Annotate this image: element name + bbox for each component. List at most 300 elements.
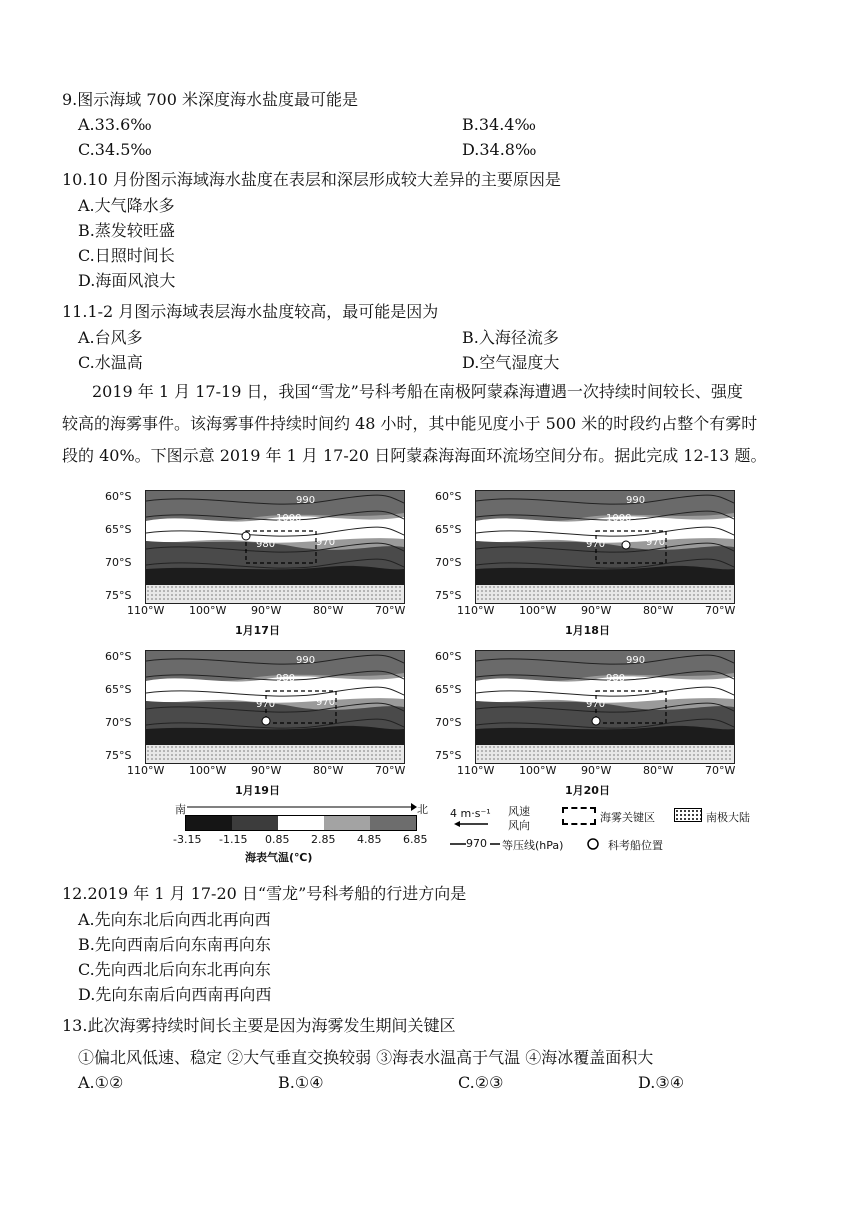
land-dot [343, 594, 344, 595]
land-dot [239, 586, 240, 587]
land-dot [541, 754, 542, 755]
land-dot [521, 750, 522, 751]
land-dot [267, 594, 268, 595]
land-dot [529, 586, 530, 587]
land-dot [645, 586, 646, 587]
land-dot [243, 750, 244, 751]
land-dot [693, 758, 694, 759]
land-dot [283, 598, 284, 599]
land-dot [633, 594, 634, 595]
land-dot [537, 586, 538, 587]
land-dot [673, 754, 674, 755]
land-dot [601, 594, 602, 595]
land-dot [327, 586, 328, 587]
land-dot [681, 586, 682, 587]
land-dot [359, 598, 360, 599]
land-dot [203, 758, 204, 759]
latitude-label: 75°S [105, 749, 132, 762]
land-dot [677, 598, 678, 599]
land-dot [227, 758, 228, 759]
land-dot [533, 750, 534, 751]
land-dot [573, 750, 574, 751]
land-dot [677, 758, 678, 759]
land-dot [159, 586, 160, 587]
land-dot [159, 758, 160, 759]
land-dot [323, 750, 324, 751]
land-dot [187, 754, 188, 755]
land-dot [247, 586, 248, 587]
land-dot [191, 746, 192, 747]
land-dot [147, 598, 148, 599]
land-dot [263, 590, 264, 591]
land-dot [533, 746, 534, 747]
land-dot [311, 594, 312, 595]
land-dot [521, 758, 522, 759]
land-dot [203, 594, 204, 595]
land-dot [295, 746, 296, 747]
land-dot [383, 754, 384, 755]
land-dot [195, 746, 196, 747]
land-dot [299, 586, 300, 587]
land-dot [517, 750, 518, 751]
land-dot [601, 758, 602, 759]
land-dot [207, 758, 208, 759]
land-dot [323, 590, 324, 591]
land-dot [649, 758, 650, 759]
land-dot [637, 586, 638, 587]
land-dot [163, 746, 164, 747]
ship-label: 科考船位置 [608, 839, 663, 852]
land-dot [525, 750, 526, 751]
land-dot [625, 758, 626, 759]
isobar-label: 980 [276, 673, 296, 684]
land-dot [689, 590, 690, 591]
land-dot [637, 758, 638, 759]
land-dot [725, 594, 726, 595]
land-dot [705, 746, 706, 747]
land-dot [497, 594, 498, 595]
land-dot [231, 586, 232, 587]
legend-arrow [185, 801, 417, 813]
land-dot [163, 594, 164, 595]
land-dot [255, 750, 256, 751]
land-dot [223, 746, 224, 747]
land-dot [521, 586, 522, 587]
land-dot [315, 758, 316, 759]
land-dot [167, 758, 168, 759]
land-dot [685, 598, 686, 599]
land-dot [649, 754, 650, 755]
land-dot [363, 590, 364, 591]
land-dot [371, 594, 372, 595]
land-dot [705, 586, 706, 587]
land-dot [729, 750, 730, 751]
land-dot [621, 598, 622, 599]
land-dot [163, 750, 164, 751]
land-dot [597, 754, 598, 755]
land-dot [243, 586, 244, 587]
land-dot [351, 750, 352, 751]
q13-option-d: D.③④ [638, 1073, 685, 1092]
land-dot [311, 598, 312, 599]
land-dot [251, 594, 252, 595]
land-dot [363, 758, 364, 759]
q13-stem: 13.此次海雾持续时间长主要是因为海雾发生期间关键区 [62, 1016, 456, 1035]
land-dot [183, 586, 184, 587]
land-dot [231, 594, 232, 595]
land-dot [271, 746, 272, 747]
land-dot [363, 594, 364, 595]
land-dot [477, 590, 478, 591]
land-dot [247, 750, 248, 751]
land-dot [335, 590, 336, 591]
land-dot [299, 758, 300, 759]
land-dot [485, 754, 486, 755]
land-dot [553, 594, 554, 595]
land-dot [477, 750, 478, 751]
map-panel [105, 642, 406, 797]
land-dot [235, 750, 236, 751]
land-dot [167, 750, 168, 751]
land-dot [187, 750, 188, 751]
land-dot [191, 750, 192, 751]
ship-position [592, 717, 600, 725]
land-dot [211, 750, 212, 751]
land-dot [593, 590, 594, 591]
land-dot [713, 754, 714, 755]
land-dot [661, 754, 662, 755]
land-dot [271, 586, 272, 587]
land-dot [207, 598, 208, 599]
land-dot [537, 594, 538, 595]
land-dot [477, 586, 478, 587]
land-dot [729, 598, 730, 599]
land-dot [343, 598, 344, 599]
land-dot [557, 594, 558, 595]
land-dot [573, 590, 574, 591]
land-dot [387, 754, 388, 755]
land-dot [171, 746, 172, 747]
isobar-label: 980 [606, 673, 626, 684]
land-dot [485, 586, 486, 587]
land-dot [485, 590, 486, 591]
land-dot [291, 746, 292, 747]
land-dot [223, 590, 224, 591]
land-dot [665, 750, 666, 751]
land-dot [255, 586, 256, 587]
land-dot [203, 746, 204, 747]
q12-option-d: D.先向东南后向西南再向西 [78, 985, 272, 1004]
land-dot [681, 746, 682, 747]
land-dot [319, 598, 320, 599]
land-dot [609, 754, 610, 755]
land-dot [375, 586, 376, 587]
land-dot [729, 586, 730, 587]
isobar-label: 等压线(hPa) [502, 839, 564, 852]
land-dot [155, 586, 156, 587]
land-dot [581, 758, 582, 759]
land-dot [155, 590, 156, 591]
land-dot [573, 754, 574, 755]
land-dot [701, 758, 702, 759]
land-dot [597, 590, 598, 591]
land-dot [291, 598, 292, 599]
land-dot [375, 590, 376, 591]
land-dot [219, 594, 220, 595]
land-dot [387, 586, 388, 587]
land-dot [645, 590, 646, 591]
land-dot [211, 754, 212, 755]
land-dot [513, 586, 514, 587]
land-dot [387, 758, 388, 759]
land-dot [637, 598, 638, 599]
land-dot [347, 746, 348, 747]
land-dot [199, 598, 200, 599]
land-dot [481, 586, 482, 587]
land-dot [335, 758, 336, 759]
land-dot [685, 594, 686, 595]
land-dot [693, 594, 694, 595]
land-dot [581, 590, 582, 591]
land-dot [259, 754, 260, 755]
land-dot [147, 594, 148, 595]
antarctica-land [476, 745, 734, 763]
longitude-label: 80°W [643, 604, 674, 617]
land-dot [183, 590, 184, 591]
land-dot [729, 594, 730, 595]
land-dot [713, 594, 714, 595]
land-dot [489, 754, 490, 755]
q10-option-b: B.蒸发较旺盛 [78, 221, 175, 240]
legend-tick: 4.85 [357, 833, 382, 846]
land-dot [505, 586, 506, 587]
land-dot [399, 586, 400, 587]
land-dot [533, 594, 534, 595]
land-dot [581, 750, 582, 751]
isobar-label: 990 [626, 495, 646, 506]
land-dot [311, 746, 312, 747]
land-dot [489, 590, 490, 591]
land-dot [721, 594, 722, 595]
land-dot [549, 746, 550, 747]
land-dot [215, 754, 216, 755]
land-dot [271, 598, 272, 599]
longitude-label: 90°W [581, 604, 612, 617]
land-dot [481, 750, 482, 751]
land-dot [263, 754, 264, 755]
land-dot [287, 594, 288, 595]
land-dot [529, 746, 530, 747]
land-dot [231, 590, 232, 591]
land-dot [299, 594, 300, 595]
latitude-label: 75°S [435, 749, 462, 762]
land-dot [537, 590, 538, 591]
land-dot [725, 746, 726, 747]
land-dot [717, 594, 718, 595]
land-dot [239, 598, 240, 599]
land-dot [279, 750, 280, 751]
land-dot [391, 754, 392, 755]
land-dot [303, 754, 304, 755]
land-dot [573, 746, 574, 747]
land-dot [689, 598, 690, 599]
land-dot [195, 586, 196, 587]
land-dot [395, 598, 396, 599]
land-dot [203, 590, 204, 591]
land-dot [633, 586, 634, 587]
land-dot [629, 594, 630, 595]
land-dot [347, 594, 348, 595]
land-dot [215, 590, 216, 591]
land-dot [355, 758, 356, 759]
land-dot [367, 586, 368, 587]
land-dot [367, 750, 368, 751]
land-dot [481, 598, 482, 599]
land-dot [283, 586, 284, 587]
land-dot [589, 754, 590, 755]
land-dot [331, 746, 332, 747]
land-dot [255, 590, 256, 591]
land-dot [509, 758, 510, 759]
land-dot [701, 746, 702, 747]
land-dot [331, 754, 332, 755]
map-date: 1月19日 [235, 784, 280, 797]
land-dot [359, 746, 360, 747]
land-dot [665, 598, 666, 599]
land-dot [629, 598, 630, 599]
land-dot [697, 594, 698, 595]
longitude-label: 100°W [189, 604, 227, 617]
land-dot [279, 594, 280, 595]
land-dot [271, 750, 272, 751]
land-dot [379, 586, 380, 587]
land-dot [251, 746, 252, 747]
land-dot [513, 598, 514, 599]
land-dot [697, 750, 698, 751]
land-dot [589, 746, 590, 747]
land-dot [155, 746, 156, 747]
land-dot [493, 750, 494, 751]
land-dot [713, 586, 714, 587]
land-dot [359, 594, 360, 595]
isobar-label: 970 [646, 537, 666, 548]
land-dot [335, 746, 336, 747]
land-dot [505, 598, 506, 599]
land-dot [481, 590, 482, 591]
land-dot [151, 590, 152, 591]
land-dot [147, 746, 148, 747]
land-dot [501, 758, 502, 759]
land-dot [501, 750, 502, 751]
land-dot [223, 754, 224, 755]
land-dot [263, 746, 264, 747]
land-dot [271, 758, 272, 759]
land-dot [367, 598, 368, 599]
land-dot [481, 746, 482, 747]
land-dot [633, 746, 634, 747]
land-dot [219, 750, 220, 751]
map-svg [476, 651, 734, 763]
land-dot [271, 594, 272, 595]
land-dot [553, 598, 554, 599]
land-dot [545, 746, 546, 747]
land-dot [517, 758, 518, 759]
land-dot [319, 594, 320, 595]
land-dot [315, 590, 316, 591]
land-dot [323, 758, 324, 759]
longitude-label: 110°W [457, 604, 495, 617]
land-dot [383, 750, 384, 751]
land-dot [151, 586, 152, 587]
land-dot [593, 586, 594, 587]
land-dot [725, 586, 726, 587]
land-dot [625, 750, 626, 751]
land-dot [339, 754, 340, 755]
land-dot [243, 746, 244, 747]
land-dot [339, 590, 340, 591]
land-dot [267, 758, 268, 759]
land-dot [395, 586, 396, 587]
land-dot [307, 750, 308, 751]
land-dot [685, 754, 686, 755]
land-dot [577, 594, 578, 595]
land-dot [367, 754, 368, 755]
land-dot [569, 594, 570, 595]
land-dot [391, 594, 392, 595]
land-dot [613, 586, 614, 587]
land-dot [513, 746, 514, 747]
land-dot [593, 754, 594, 755]
land-dot [375, 754, 376, 755]
land-dot [649, 598, 650, 599]
land-dot [505, 750, 506, 751]
land-dot [485, 746, 486, 747]
land-dot [545, 590, 546, 591]
land-dot [267, 590, 268, 591]
land-dot [621, 750, 622, 751]
land-dot [601, 598, 602, 599]
land-dot [673, 586, 674, 587]
q9-option-c: C.34.5‰ [78, 140, 152, 159]
land-dot [195, 594, 196, 595]
land-dot [247, 590, 248, 591]
land-dot [625, 598, 626, 599]
land-dot [167, 754, 168, 755]
q12-option-b: B.先向西南后向东南再向东 [78, 935, 271, 954]
land-dot [589, 594, 590, 595]
land-dot [725, 750, 726, 751]
land-dot [211, 598, 212, 599]
land-dot [159, 746, 160, 747]
land-dot [565, 758, 566, 759]
map-panel [105, 482, 406, 637]
land-dot [235, 590, 236, 591]
land-dot [311, 590, 312, 591]
land-dot [697, 746, 698, 747]
land-dot [549, 754, 550, 755]
land-dot [681, 598, 682, 599]
land-dot [589, 750, 590, 751]
land-dot [497, 590, 498, 591]
land-dot [231, 754, 232, 755]
land-dot [565, 594, 566, 595]
land-dot [729, 746, 730, 747]
land-dot [367, 758, 368, 759]
land-dot [227, 754, 228, 755]
latitude-label: 70°S [105, 716, 132, 729]
land-dot [649, 586, 650, 587]
land-dot [569, 590, 570, 591]
